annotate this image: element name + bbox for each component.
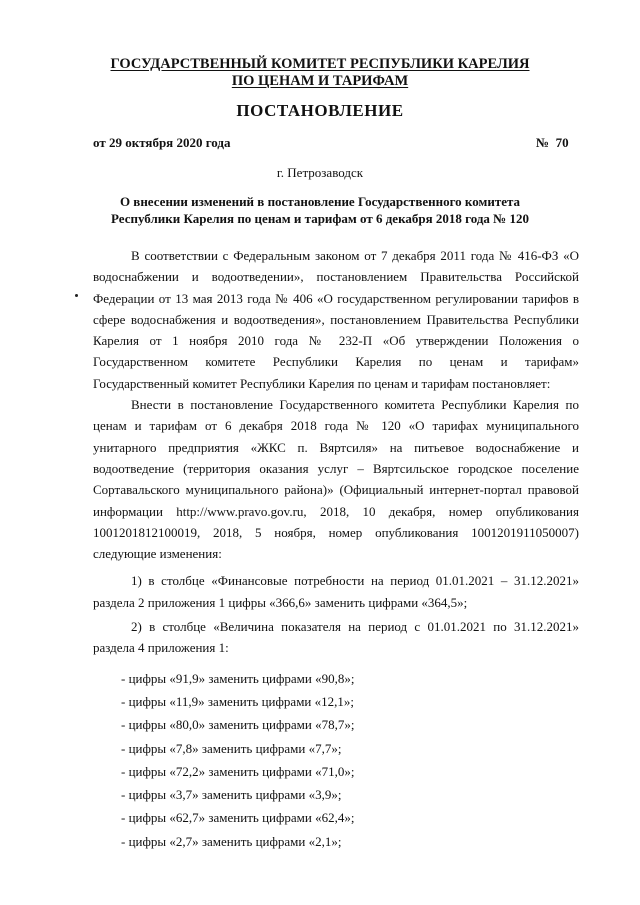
list-item: - цифры «11,9» заменить цифрами «12,1»;	[121, 693, 354, 709]
list-item: - цифры «72,2» заменить цифрами «71,0»;	[121, 763, 355, 779]
replacement-list	[93, 667, 579, 853]
scan-speck	[75, 294, 78, 297]
list-item: - цифры «2,7» заменить цифрами «2,1»;	[121, 833, 342, 849]
amendment-item-2: 2) в столбце «Величина показателя на период с 01.01.2021 по 31.12.2021» раздела 4 приложения 1:	[93, 619, 579, 656]
document-subject-line-1: О внесении изменений в постановление Государственного комитета	[119, 194, 521, 209]
resolution-paragraph: Внести в постановление Государственного комитета Республики Карелия по ценам и тарифам от 6 декабря 2018 года № 120 «О тарифах муниципального унитарного предприятия «ЖКС п. Вяртсиля» на питьевое водоснабжение и водоотведение (территория оказания услуг – Вяртсильское городское поселение Сортавальского муниципального района)» (Официальный интернет-портал правовой информации http://www.pravo.gov.ru, 2018, 10 декабря, номер опубликования 1001201812100019, 2018, 5 ноября, номер опубликования 1001201911050007) следующие изменения:	[93, 397, 579, 562]
document-title: ПОСТАНОВЛЕНИЕ	[236, 101, 404, 120]
list-item: - цифры «80,0» заменить цифрами «78,7»;	[121, 717, 355, 733]
document-subject-line-2: Республики Карелия по ценам и тарифам от 6 декабря 2018 года № 120	[111, 211, 529, 226]
amendment-item-1: 1) в столбце «Финансовые потребности на период 01.01.2021 – 31.12.2021» раздела 2 приложения 1 цифры «366,6» заменить цифрами «364,5»;	[93, 573, 579, 610]
issuer-header-line-2: ПО ЦЕНАМ И ТАРИФАМ	[231, 73, 409, 89]
document-city: г. Петрозаводск	[276, 165, 364, 180]
document-number: № 70	[536, 135, 569, 150]
issuer-header	[0, 56, 640, 90]
issuer-header-line-1: ГОСУДАРСТВЕННЫЙ КОМИТЕТ РЕСПУБЛИКИ КАРЕЛИЯ	[110, 56, 530, 72]
list-item: - цифры «3,7» заменить цифрами «3,9»;	[121, 787, 342, 803]
list-item: - цифры «91,9» заменить цифрами «90,8»;	[121, 670, 355, 686]
list-item: - цифры «62,7» заменить цифрами «62,4»;	[121, 810, 355, 826]
document-date: от 29 октября 2020 года	[93, 135, 231, 150]
document-subject	[0, 193, 640, 227]
document-body	[93, 245, 579, 853]
preamble-paragraph: В соответствии с Федеральным законом от 7 декабря 2011 года № 416-ФЗ «О водоснабжении и водоотведении», постановлением Правительства Российской Федерации от 13 мая 2013 года № 406 «О государственном регулировании тарифов в сфере водоснабжения и водоотведения», постановлением Правительства Республики Карелия от 1 ноября 2010 года № 232-П «Об утверждении Положения о Государственном комитете Республики Карелия по ценам и тарифам» Государственный комитет Республики Карелия по ценам и тарифам постановляет:	[93, 248, 579, 391]
list-item: - цифры «7,8» заменить цифрами «7,7»;	[121, 740, 342, 756]
